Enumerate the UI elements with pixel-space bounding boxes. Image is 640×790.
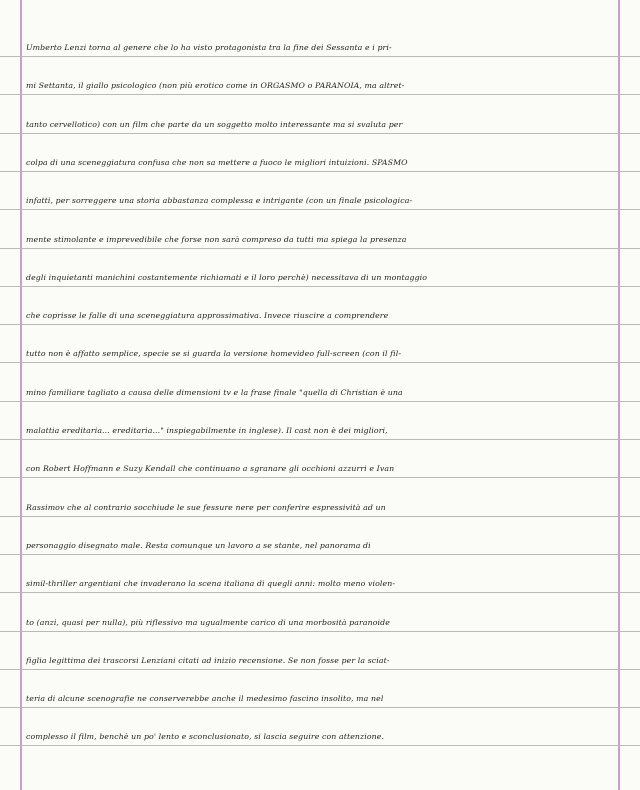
text-line: che coprisse le falle di una sceneggiatura approssimativa. Invece riuscire a comprendere [26,311,389,320]
text-line: tanto cervellotico) con un film che parte da un soggetto molto interessante ma si svaluta per [26,120,403,129]
text-line: Umberto Lenzi torna al genere che lo ha visto protagonista tra la fine dei Sessanta e i pri- [26,43,392,52]
text-line: Rassimov che al contrario socchiude le sue fessure nere per conferire espressività ad un [26,503,386,512]
left-margin-line [20,0,22,790]
text-line: simil-thriller argentiani che invaderano la scena italiana di quegli anni: molto meno violen- [26,579,396,588]
text-line: degli inquietanti manichini costantemente richiamati e il loro perchè) necessitava di un montaggio [26,273,428,282]
right-margin-line [618,0,620,790]
text-line: malattia ereditaria... ereditaria..." inspiegabilmente in inglese). Il cast non è dei migliori, [26,426,388,435]
text-line: teria di alcune scenografie ne conserverebbe anche il medesimo fascino insolito, ma nel [26,694,384,703]
text-line: personaggio disegnato male. Resta comunque un lavoro a se stante, nel panorama di [26,541,371,550]
text-line: mi Settanta, il giallo psicologico (non più erotico come in ORGASMO o PARANOIA, ma altret- [26,81,405,90]
text-line: mente stimolante e imprevedibile che forse non sarà compreso da tutti ma spiega la presenza [26,235,407,244]
text-line: colpa di una sceneggiatura confusa che non sa mettere a fuoco le migliori intuizioni. SPASMO [26,158,408,167]
text-line: infatti, per sorreggere una storia abbastanza complessa e intrigante (con un finale psicologica- [26,196,413,205]
text-line: to (anzi, quasi per nulla), più riflessivo ma ugualmente carico di una morbosità paranoide [26,618,390,627]
text-line: tutto non è affatto semplice, specie se si guarda la versione homevideo full-screen (con il fil- [26,349,402,358]
text-line: complesso il film, benchè un po' lento e sconclusionato, si lascia seguire con attenzione. [26,732,385,741]
text-line: mino familiare tagliato a causa delle dimensioni tv e la frase finale "quella di Christian è una [26,388,403,397]
text-line: figlia legittima dei trascorsi Lenziani citati ad inizio recensione. Se non fosse per la sciat- [26,656,390,665]
text-line: con Robert Hoffmann e Suzy Kendall che continuano a sgranare gli occhioni azzurri e Ivan [26,464,395,473]
